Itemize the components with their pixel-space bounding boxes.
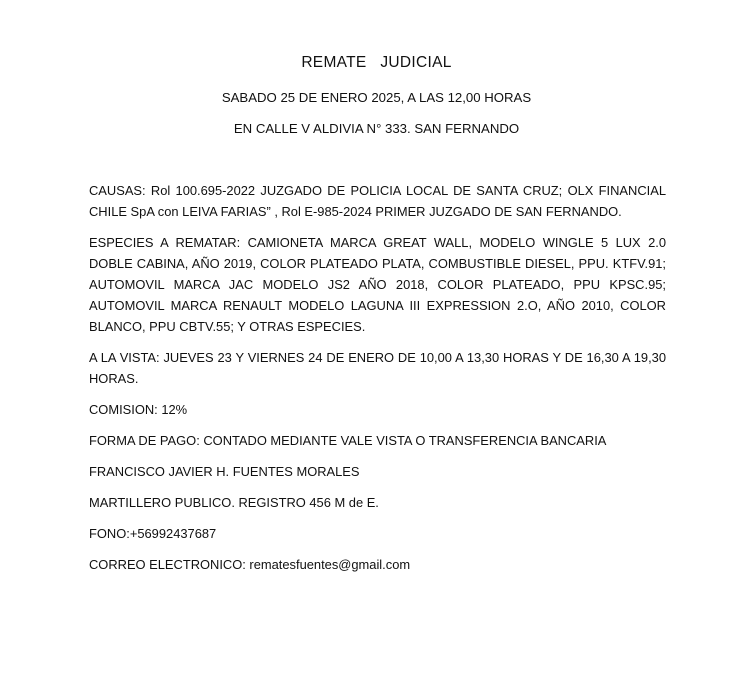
causas-paragraph: CAUSAS: Rol 100.695-2022 JUZGADO DE POLICIA LOCAL DE SANTA CRUZ; OLX FINANCIAL CHILE SpA con LEIVA FARIAS” , Rol E-985-2024 PRIMER JUZGADO DE SAN FERNANDO. — [89, 183, 666, 219]
martillero-registro-line: MARTILLERO PUBLICO. REGISTRO 456 M de E. — [89, 495, 379, 510]
especies-paragraph: ESPECIES A REMATAR: CAMIONETA MARCA GREAT WALL, MODELO WINGLE 5 LUX 2.0 DOBLE CABINA, AÑO 2019, COLOR PLATEADO PLATA, COMBUSTIBLE DIESEL, PPU. KTFV.91; AUTOMOVIL MARCA JAC MODELO JS2 AÑO 2018, COLOR PLATEADO, PPU KPSC.95; AUTOMOVIL MARCA RENAULT MODELO LAGUNA III EXPRESSION 2.O, AÑO 2010, COLOR BLANCO, PPU CBTV.55; Y OTRAS ESPECIES. — [89, 235, 666, 334]
comision-line: COMISION: 12% — [89, 402, 188, 417]
forma-pago-line: FORMA DE PAGO: CONTADO MEDIANTE VALE VISTA O TRANSFERENCIA BANCARIA — [89, 433, 607, 448]
auction-date-line: SABADO 25 DE ENERO 2025, A LAS 12,00 HORAS — [221, 90, 532, 105]
fono-line: FONO:+56992437687 — [89, 526, 217, 541]
document-title: REMATE JUDICIAL — [301, 54, 452, 71]
vista-paragraph: A LA VISTA: JUEVES 23 Y VIERNES 24 DE ENERO DE 10,00 A 13,30 HORAS Y DE 16,30 A 19,30 HORAS. — [89, 350, 666, 386]
martillero-name-line: FRANCISCO JAVIER H. FUENTES MORALES — [89, 464, 360, 479]
auction-address-line: EN CALLE V ALDIVIA N° 333. SAN FERNANDO — [233, 121, 520, 136]
document-body — [89, 180, 666, 585]
correo-line: CORREO ELECTRONICO: rematesfuentes@gmail.com — [89, 557, 411, 572]
